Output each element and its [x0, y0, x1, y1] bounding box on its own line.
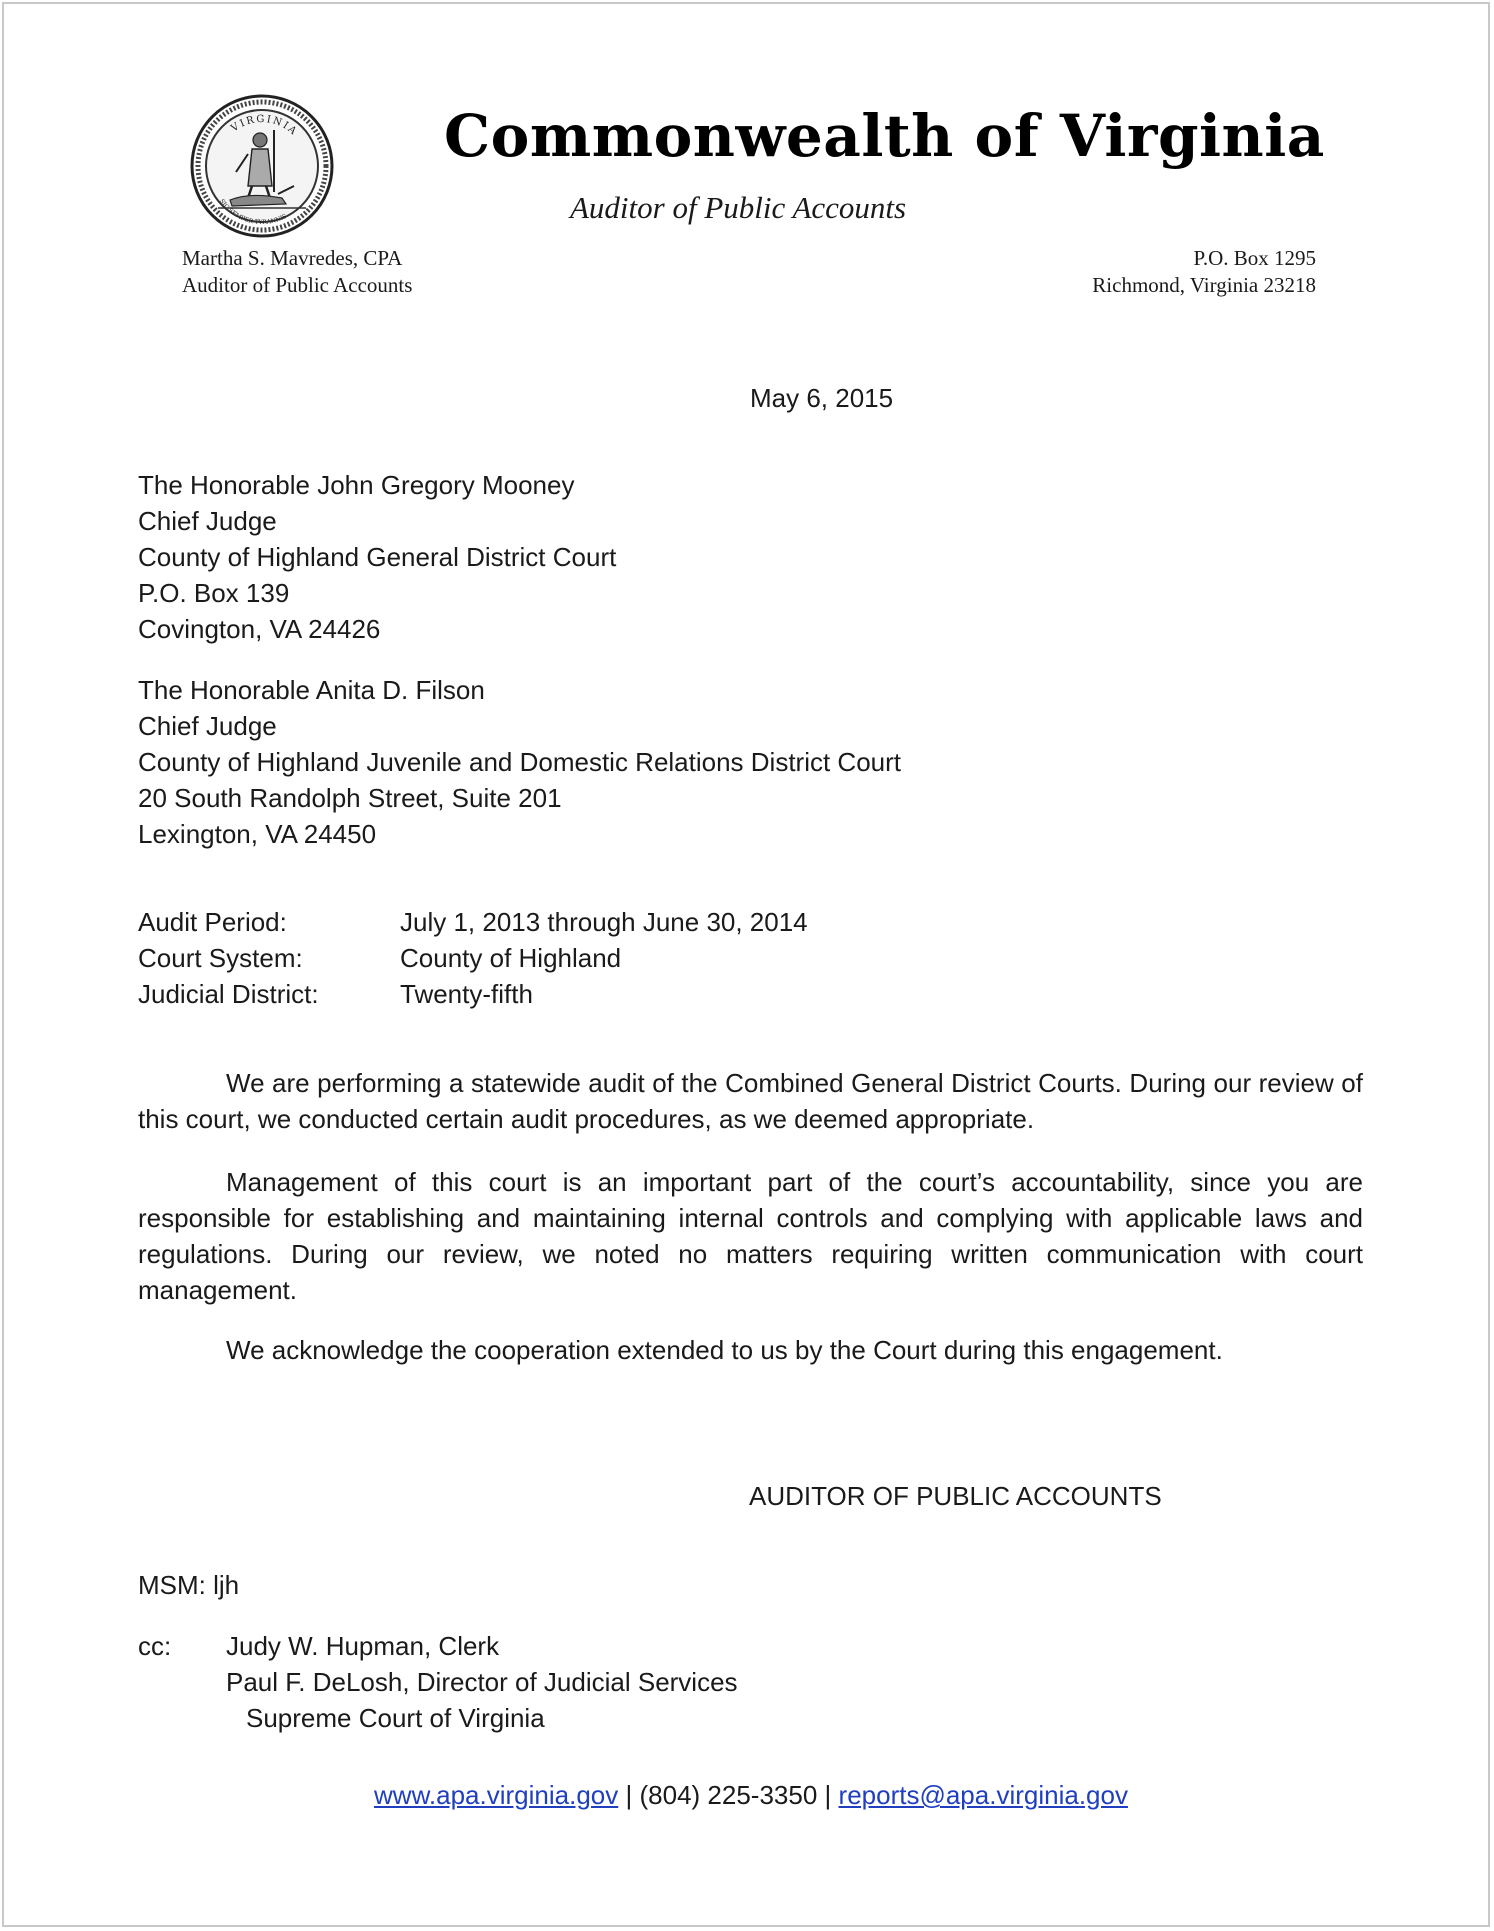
recipient-line: The Honorable John Gregory Mooney	[138, 470, 575, 500]
body-paragraph-3	[138, 1332, 1363, 1368]
cc-row	[138, 1628, 1038, 1664]
audit-info-value: July 1, 2013 through June 30, 2014	[400, 907, 808, 937]
recipient-line: Covington, VA 24426	[138, 614, 381, 644]
letterhead-auditor-block	[182, 245, 412, 299]
po-box: P.O. Box 1295	[1193, 246, 1316, 270]
body-paragraph-1	[138, 1065, 1363, 1137]
cc-row	[138, 1664, 1038, 1700]
recipient-line: The Honorable Anita D. Filson	[138, 675, 485, 705]
recipient-address-2	[138, 672, 901, 852]
paragraph-text: We are performing a statewide audit of the Combined General District Courts. During our review of this court, we conducted certain audit procedures, as we deemed appropriate.	[138, 1068, 1363, 1134]
signature-block: AUDITOR OF PUBLIC ACCOUNTS	[749, 1481, 1162, 1511]
cc-row	[138, 1700, 1038, 1736]
recipient-line: P.O. Box 139	[138, 578, 290, 608]
recipient-line: County of Highland General District Court	[138, 542, 617, 572]
letter-page	[2, 2, 1490, 1927]
recipient-line: Chief Judge	[138, 711, 277, 741]
cc-recipient: Paul F. DeLosh, Director of Judicial Services	[226, 1667, 738, 1697]
paragraph-text: Management of this court is an important part of the court’s accountability, since you are responsible for establishing and maintaining internal controls and complying with applicable laws and regulations. During our review, we noted no matters requiring written communication with court management.	[138, 1167, 1363, 1305]
footer-phone: (804) 225-3350	[639, 1780, 818, 1810]
audit-info-label: Judicial District:	[138, 979, 319, 1009]
audit-info-label: Audit Period:	[138, 907, 287, 937]
recipient-address-1	[138, 467, 616, 647]
audit-info-label: Court System:	[138, 943, 303, 973]
recipient-line: Chief Judge	[138, 506, 277, 536]
recipient-line: Lexington, VA 24450	[138, 819, 377, 849]
cc-block	[138, 1628, 1038, 1736]
footer-contact	[4, 1780, 1494, 1811]
website-link[interactable]: www.apa.virginia.gov	[374, 1780, 619, 1810]
audit-info-value: Twenty-fifth	[400, 979, 533, 1009]
auditor-title: Auditor of Public Accounts	[182, 273, 413, 297]
cc-recipient: Judy W. Hupman, Clerk	[226, 1631, 500, 1661]
email-link[interactable]: reports@apa.virginia.gov	[838, 1780, 1128, 1810]
body-paragraph-2	[138, 1164, 1363, 1308]
letterhead-title: Commonwealth of Virginia	[444, 102, 1325, 170]
cc-label: cc:	[138, 1631, 172, 1661]
recipient-line: County of Highland Juvenile and Domestic Relations District Court	[138, 747, 902, 777]
letterhead-address-block	[1092, 245, 1316, 299]
cc-recipient: Supreme Court of Virginia	[246, 1703, 545, 1733]
paragraph-text: We acknowledge the cooperation extended to us by the Court during this engagement.	[226, 1335, 1223, 1365]
seal-bottom-text: SIC SEMPER TYRANNIS	[218, 197, 289, 227]
city-state-zip: Richmond, Virginia 23218	[1092, 273, 1316, 297]
reference-initials: MSM: ljh	[138, 1570, 240, 1600]
virginia-seal-icon	[190, 94, 334, 238]
letter-date: May 6, 2015	[750, 383, 894, 413]
footer-separator: |	[824, 1780, 832, 1810]
letterhead-subtitle: Auditor of Public Accounts	[570, 190, 907, 225]
footer-separator: |	[625, 1780, 633, 1810]
audit-info-value: County of Highland	[400, 943, 622, 973]
seal-top-text: VIRGINIA	[229, 113, 300, 139]
recipient-line: 20 South Randolph Street, Suite 201	[138, 783, 562, 813]
auditor-name: Martha S. Mavredes, CPA	[182, 246, 403, 270]
